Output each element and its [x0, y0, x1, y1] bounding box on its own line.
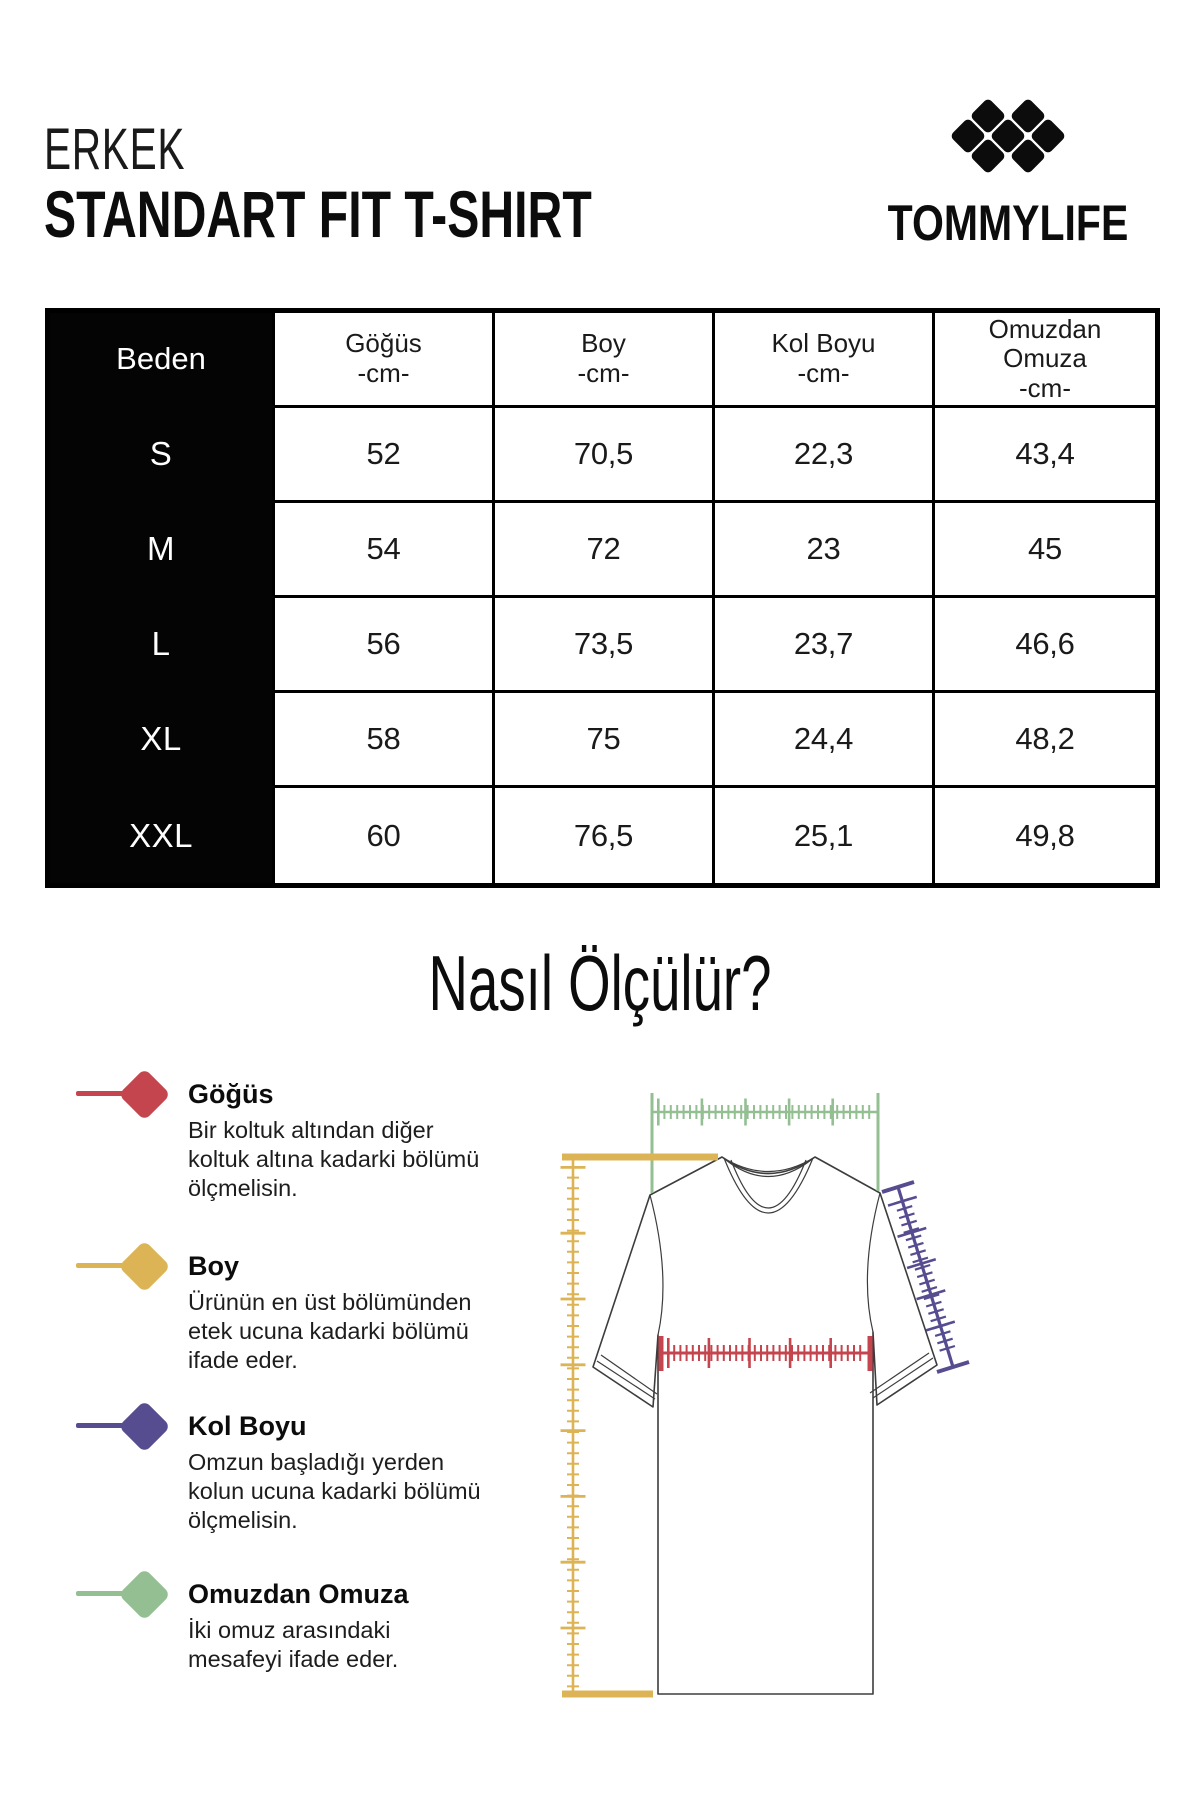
gogus-diamond-icon	[76, 1075, 176, 1115]
legend-description: İki omuz arasındaki mesafeyi ifade eder.	[188, 1617, 399, 1673]
legend-label: Göğüs	[188, 1079, 274, 1109]
kol-boyu-diamond-icon	[76, 1407, 176, 1447]
how-to-measure-title: Nasıl Ölçülür?	[428, 939, 772, 1027]
legend-item-omuzdan-omuza	[76, 1576, 492, 1674]
table-header-gogus: Göğüs -cm-	[275, 313, 495, 408]
legend-label: Kol Boyu	[188, 1411, 307, 1441]
legend-label: Omuzdan Omuza	[188, 1579, 409, 1609]
size-cell-l: L	[50, 598, 275, 693]
value-cell: 60	[275, 788, 495, 883]
value-cell: 23,7	[715, 598, 935, 693]
brand-name: TOMMYLIFE	[887, 195, 1129, 251]
omuzdan-omuza-diamond-icon	[76, 1575, 176, 1615]
value-cell: 23	[715, 503, 935, 598]
value-cell: 75	[495, 693, 715, 788]
legend-description: Omzun başladığı yerden kolun ucuna kadarki bölümü ölçmelisin.	[188, 1449, 481, 1534]
value-cell: 49,8	[935, 788, 1155, 883]
legend-label: Boy	[188, 1251, 240, 1281]
value-cell: 43,4	[935, 408, 1155, 503]
boy-diamond-icon	[76, 1247, 176, 1287]
page-title: STANDART FIT T-SHIRT	[44, 177, 592, 251]
size-cell-xxl: XXL	[50, 788, 275, 883]
value-cell: 72	[495, 503, 715, 598]
value-cell: 24,4	[715, 693, 935, 788]
table-header-kol-boyu: Kol Boyu -cm-	[715, 313, 935, 408]
value-cell: 52	[275, 408, 495, 503]
tommylife-diamonds-logo-icon	[938, 84, 1078, 188]
legend-item-gogus	[76, 1076, 492, 1203]
legend-item-kol-boyu	[76, 1408, 492, 1535]
size-cell-m: M	[50, 503, 275, 598]
size-cell-s: S	[50, 408, 275, 503]
size-table	[45, 308, 1160, 888]
table-header-boy: Boy -cm-	[495, 313, 715, 408]
value-cell: 70,5	[495, 408, 715, 503]
tshirt-measure-diagram	[540, 1060, 1020, 1720]
value-cell: 46,6	[935, 598, 1155, 693]
value-cell: 76,5	[495, 788, 715, 883]
legend-item-boy	[76, 1248, 492, 1375]
tshirt-outline	[593, 1157, 937, 1694]
category-label: ERKEK	[44, 117, 186, 182]
value-cell: 56	[275, 598, 495, 693]
value-cell: 48,2	[935, 693, 1155, 788]
value-cell: 45	[935, 503, 1155, 598]
value-cell: 25,1	[715, 788, 935, 883]
value-cell: 22,3	[715, 408, 935, 503]
table-header-omuzdan-omuza: Omuzdan Omuza -cm-	[935, 313, 1155, 408]
table-header-beden: Beden	[50, 313, 275, 408]
size-cell-xl: XL	[50, 693, 275, 788]
value-cell: 54	[275, 503, 495, 598]
value-cell: 73,5	[495, 598, 715, 693]
value-cell: 58	[275, 693, 495, 788]
legend-description: Ürünün en üst bölümünden etek ucuna kadarki bölümü ifade eder.	[188, 1289, 472, 1374]
legend-description: Bir koltuk altından diğer koltuk altına kadarki bölümü ölçmelisin.	[188, 1117, 480, 1202]
